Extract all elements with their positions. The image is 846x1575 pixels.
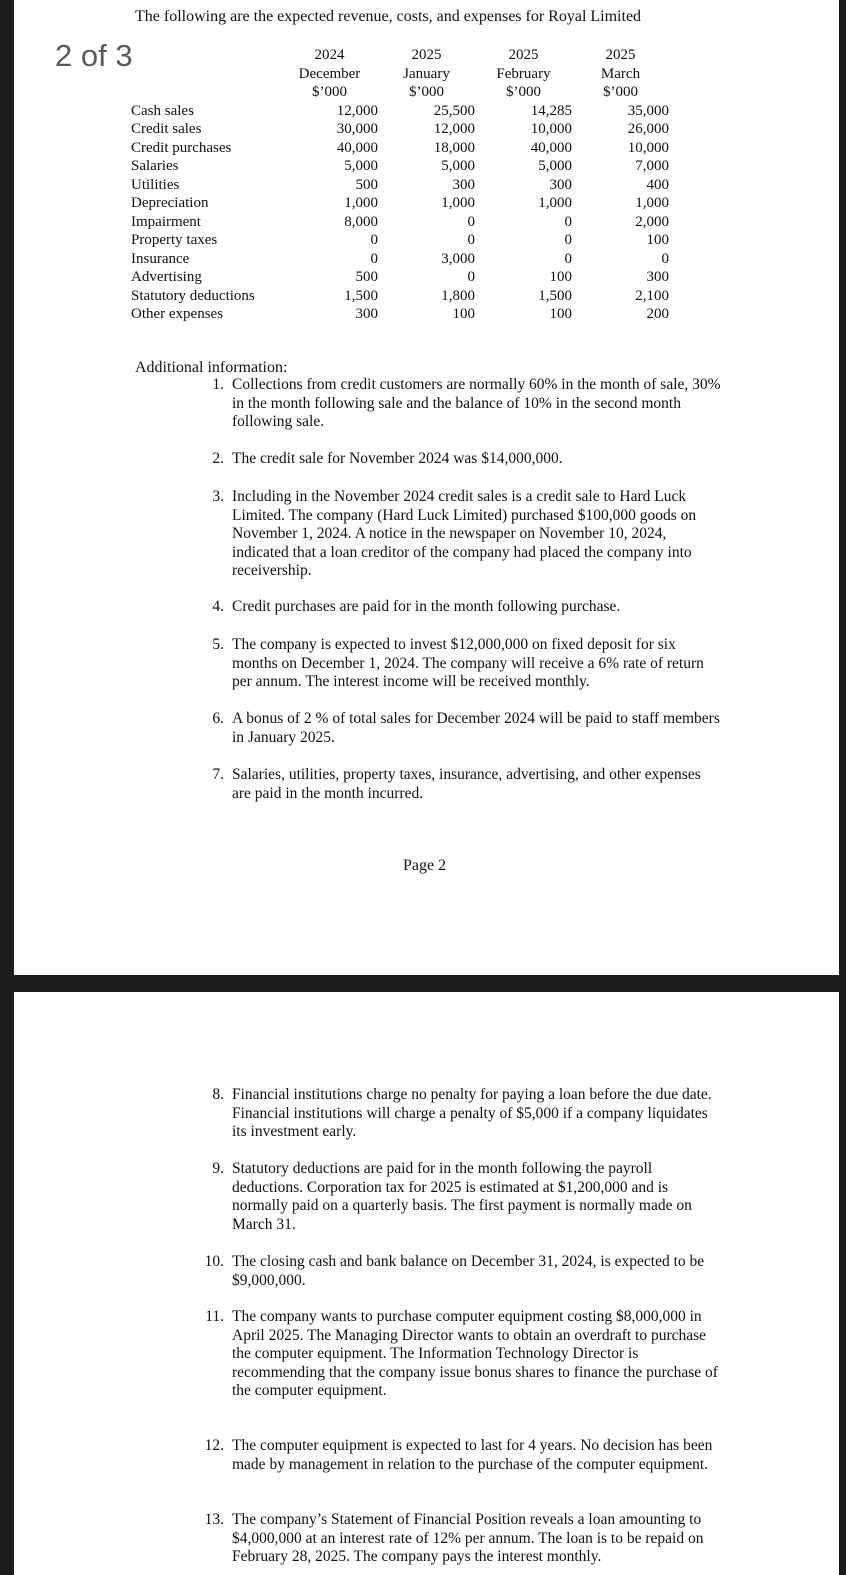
cell-value: 40,000 xyxy=(530,139,572,156)
note-item xyxy=(205,1308,722,1401)
note-number: 11. xyxy=(205,1308,224,1325)
note-item xyxy=(212,1160,722,1234)
col-header-unit: $’000 xyxy=(506,84,541,100)
cell-value: 1,800 xyxy=(441,287,475,304)
header-row-year xyxy=(131,46,669,65)
col-header-year: 2024 xyxy=(314,47,345,63)
note-number: 9. xyxy=(212,1160,224,1177)
table-row xyxy=(131,213,669,232)
table-row xyxy=(131,157,669,176)
cell-value: 8,000 xyxy=(344,213,378,230)
row-label: Utilities xyxy=(131,176,180,193)
cell-value: 35,000 xyxy=(627,102,669,119)
cell-value: 12,000 xyxy=(433,121,475,137)
cell-value: 40,000 xyxy=(336,139,378,156)
note-text: A bonus of 2 % of total sales for December 2024 will be paid to staff members in January 2025. xyxy=(232,710,720,746)
note-number: 5. xyxy=(212,636,224,653)
cell-value: 500 xyxy=(355,269,378,285)
col-header-unit: $’000 xyxy=(603,84,638,100)
col-header-month: March xyxy=(600,65,641,82)
cell-value: 100 xyxy=(549,269,572,285)
note-item xyxy=(204,1511,722,1567)
cell-value: 0 xyxy=(467,232,475,248)
table-row xyxy=(131,231,669,250)
note-number: 13. xyxy=(204,1511,224,1528)
note-number: 10. xyxy=(204,1253,224,1270)
document-page-1 xyxy=(14,0,839,975)
intro-text: The following are the expected revenue, costs, and expenses for Royal Limited xyxy=(135,8,642,25)
cell-value: 300 xyxy=(355,306,378,322)
note-number: 1. xyxy=(212,376,224,393)
col-header-unit: $’000 xyxy=(409,84,444,100)
cell-value: 5,000 xyxy=(538,158,572,174)
note-number: 12. xyxy=(204,1437,224,1454)
table-row xyxy=(131,120,669,139)
cell-value: 100 xyxy=(452,306,475,322)
note-text: The computer equipment is expected to last for 4 years. No decision has been made by management in relation to the purchase of the computer equipment. xyxy=(232,1437,713,1473)
row-label: Salaries xyxy=(131,158,179,174)
cell-value: 1,500 xyxy=(538,287,572,304)
note-text: Including in the November 2024 credit sales is a credit sale to Hard Luck Limited. The company (Hard Luck Limited) purchased $100,000 goods on November 1, 2024. A notice in the newspaper on November 10, 2024, indicated that a loan creditor of the company had placed the company into receivership. xyxy=(232,488,697,579)
row-label: Insurance xyxy=(131,250,190,267)
table-row xyxy=(131,102,669,121)
col-header-month: January xyxy=(403,65,450,82)
cell-value: 2,000 xyxy=(635,213,669,230)
row-label: Credit sales xyxy=(131,121,202,137)
page-indicator: 2 of 3 xyxy=(55,38,133,73)
cell-value: 1,000 xyxy=(441,195,475,211)
note-item xyxy=(212,1086,722,1142)
col-header-month: February xyxy=(496,65,551,82)
page-number: Page 2 xyxy=(403,857,447,874)
cell-value: 18,000 xyxy=(433,139,475,156)
cell-value: 26,000 xyxy=(627,121,669,137)
cell-value: 2,100 xyxy=(635,287,669,304)
note-text: The company wants to purchase computer equipment costing $8,000,000 in April 2025. The Managing Director wants to obtain an overdraft to purchase the computer equipment. The Information Technology Director is recommending that the company issue bonus shares to finance the purchase of the computer equipment. xyxy=(232,1308,718,1399)
note-text: The company’s Statement of Financial Position reveals a loan amounting to $4,000,000 at an interest rate of 12% per annum. The loan is to be repaid on February 28, 2025. The company pays the interest monthly. xyxy=(232,1511,704,1565)
table-row xyxy=(131,194,669,213)
note-item xyxy=(212,376,722,432)
note-number: 3. xyxy=(212,488,224,505)
cell-value: 10,000 xyxy=(627,139,669,156)
cell-value: 12,000 xyxy=(336,102,378,119)
col-header-month: December xyxy=(298,65,361,82)
table-row xyxy=(131,305,669,324)
note-item xyxy=(204,1253,722,1290)
note-number: 6. xyxy=(212,710,224,727)
cell-value: 400 xyxy=(646,176,669,193)
cell-value: 0 xyxy=(564,250,572,267)
note-text: Salaries, utilities, property taxes, insurance, advertising, and other expenses are paid in the month incurred. xyxy=(232,766,701,802)
cell-value: 14,285 xyxy=(530,102,572,119)
cell-value: 1,000 xyxy=(635,195,669,211)
header-row-unit xyxy=(131,83,669,102)
cell-value: 100 xyxy=(646,232,669,248)
cell-value: 0 xyxy=(467,213,475,230)
cell-value: 7,000 xyxy=(635,158,669,174)
document-page-2 xyxy=(14,992,839,1575)
note-item xyxy=(204,1437,722,1474)
note-item xyxy=(212,598,722,617)
cell-value: 300 xyxy=(549,176,572,193)
cell-value: 10,000 xyxy=(530,121,572,137)
row-label: Depreciation xyxy=(131,195,209,211)
col-header-unit: $’000 xyxy=(312,84,347,100)
row-label: Property taxes xyxy=(131,232,218,248)
note-text: The company is expected to invest $12,000,000 on fixed deposit for six months on December 1, 2024. The company will receive a 6% rate of return per annum. The interest income will be received monthly. xyxy=(232,636,704,690)
cell-value: 0 xyxy=(564,232,572,248)
table-row xyxy=(131,250,669,269)
note-text: The closing cash and bank balance on December 31, 2024, is expected to be $9,000,000. xyxy=(232,1253,705,1289)
note-text: The credit sale for November 2024 was $14,000,000. xyxy=(232,450,563,467)
cell-value: 0 xyxy=(467,269,475,285)
cell-value: 5,000 xyxy=(441,158,475,174)
note-item xyxy=(212,450,722,469)
note-item xyxy=(212,636,722,692)
note-item xyxy=(212,766,722,803)
cell-value: 300 xyxy=(452,176,475,193)
cell-value: 1,000 xyxy=(538,195,572,211)
header-row-month xyxy=(131,65,669,84)
note-text: Financial institutions charge no penalty for paying a loan before the due date. Financial institutions will charge a penalty of $5,000 if a company liquidates its investment early. xyxy=(232,1086,712,1140)
cell-value: 3,000 xyxy=(441,250,475,267)
row-label: Statutory deductions xyxy=(131,287,255,304)
cell-value: 0 xyxy=(370,232,378,248)
note-number: 8. xyxy=(212,1086,224,1103)
cell-value: 100 xyxy=(549,306,572,322)
cell-value: 300 xyxy=(646,269,669,285)
row-label: Other expenses xyxy=(131,306,224,322)
note-item xyxy=(212,488,722,581)
col-header-year: 2025 xyxy=(605,47,636,63)
note-number: 7. xyxy=(212,766,224,783)
cell-value: 1,000 xyxy=(344,195,378,211)
col-header-year: 2025 xyxy=(411,47,442,63)
note-item xyxy=(212,710,722,747)
row-label: Credit purchases xyxy=(131,139,232,156)
table-row xyxy=(131,268,669,287)
col-header-year: 2025 xyxy=(508,47,539,63)
table-row xyxy=(131,176,669,195)
table-row xyxy=(131,139,669,158)
cell-value: 0 xyxy=(564,213,572,230)
cell-value: 25,500 xyxy=(433,102,475,119)
note-text: Collections from credit customers are normally 60% in the month of sale, 30% in the month following sale and the balance of 10% in the second month following sale. xyxy=(232,376,721,430)
cell-value: 0 xyxy=(661,250,669,267)
cell-value: 1,500 xyxy=(344,287,378,304)
row-label: Impairment xyxy=(131,213,201,230)
note-number: 4. xyxy=(212,598,224,615)
cell-value: 0 xyxy=(370,250,378,267)
note-text: Statutory deductions are paid for in the month following the payroll deductions. Corporation tax for 2025 is estimated at $1,200,000 and is normally paid on a quarterly basis. The first payment is normally made on March 31. xyxy=(232,1160,692,1233)
cell-value: 200 xyxy=(646,306,669,322)
table-row xyxy=(131,287,669,306)
cell-value: 500 xyxy=(355,176,378,193)
row-label: Advertising xyxy=(131,269,202,285)
note-text: Credit purchases are paid for in the month following purchase. xyxy=(232,598,621,615)
row-label: Cash sales xyxy=(131,102,194,119)
cell-value: 5,000 xyxy=(344,158,378,174)
cell-value: 30,000 xyxy=(336,121,378,137)
note-number: 2. xyxy=(212,450,224,467)
financial-table xyxy=(131,46,669,324)
additional-info-heading: Additional information: xyxy=(135,359,288,376)
